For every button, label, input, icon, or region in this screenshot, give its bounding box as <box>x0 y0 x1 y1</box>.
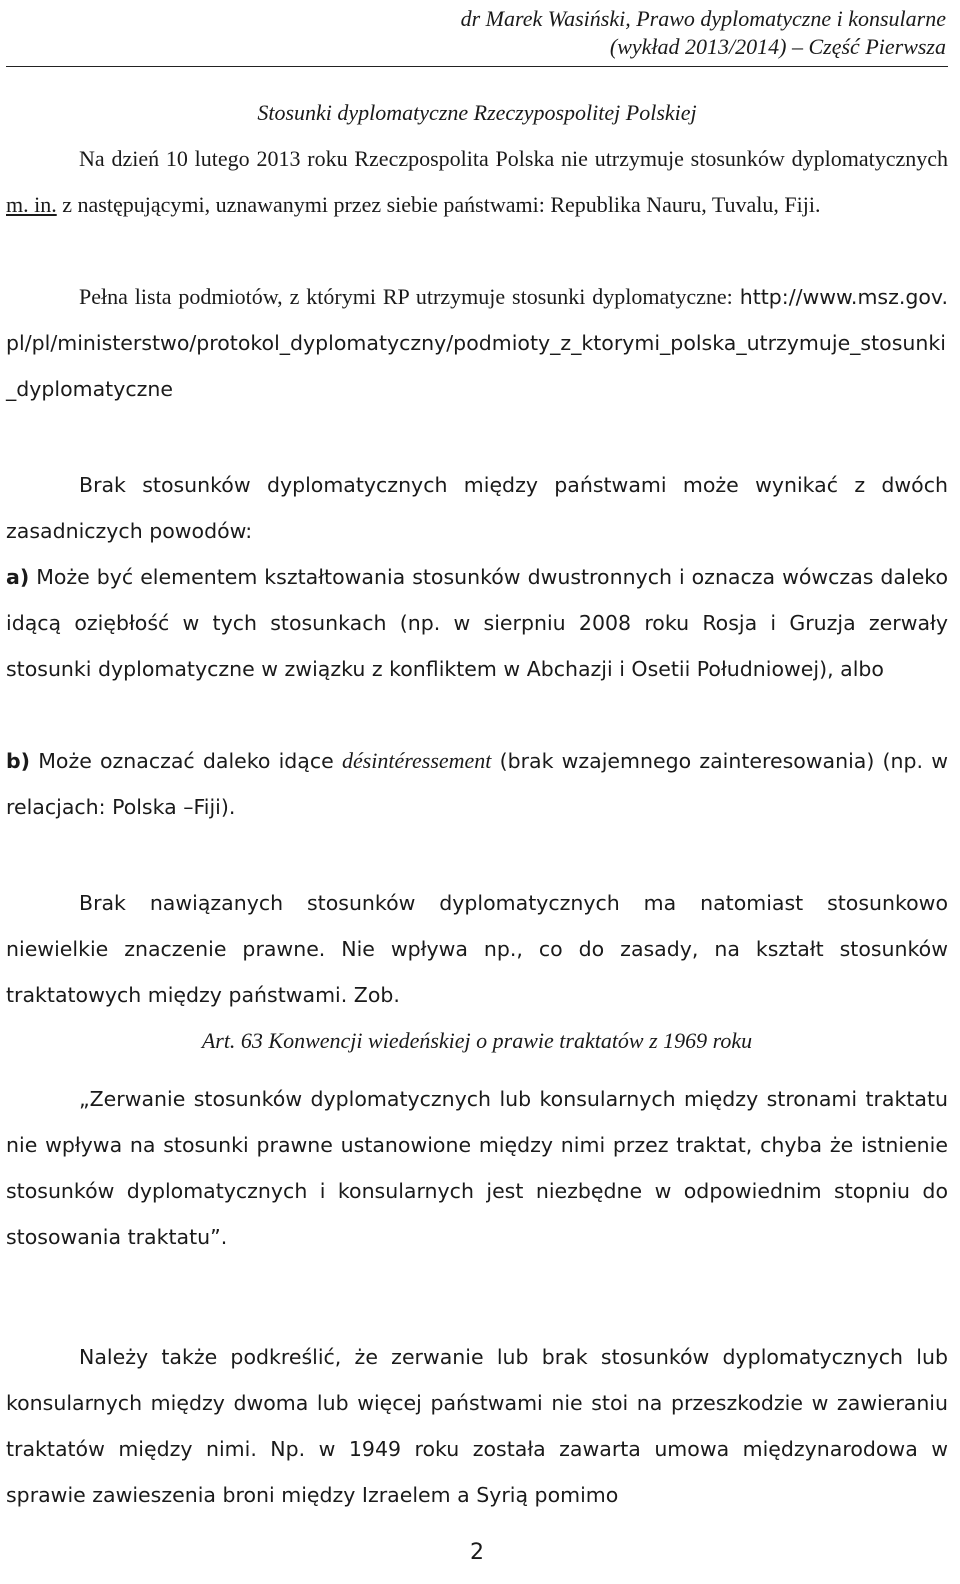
running-header-line2: (wykład 2013/2014) – Część Pierwsza <box>609 34 946 59</box>
list-marker-a: a) <box>6 565 30 589</box>
page-number: 2 <box>470 1540 484 1565</box>
paragraph-intro-text-b: z następującymi, uznawanymi przez siebie państwami: Republika Nauru, Tuvalu, Fiji. <box>56 192 821 217</box>
convention-citation: Art. 63 Konwencji wiedeńskiej o prawie traktatów z 1969 roku <box>201 1028 753 1053</box>
paragraph-full-list <box>6 274 948 412</box>
list-item-a <box>6 554 948 692</box>
quote-article-63-text: „Zerwanie stosunków dyplomatycznych lub konsularnych między stronami traktatu nie wpływa na stosunki prawne ustanowione między nimi przez traktat, chyba że istnienie stosunków dyplomatycznych i konsularnych jest niezbędne w odpowiednim stopniu do stosowania traktatu”. <box>6 1087 948 1249</box>
abbreviation-min: m. in. <box>6 192 57 217</box>
desinteressement-term: désintéressement <box>341 748 492 773</box>
list-item-b-text-b: (brak wzajemnego zainteresowania) (np. w relacjach: Polska –Fiji). <box>6 749 948 819</box>
paragraph-intro <box>6 136 948 228</box>
paragraph-treaties-text: Należy także podkreślić, że zerwanie lub brak stosunków dyplomatycznych lub konsularnych między dwoma lub więcej państwami nie stoi na przeszkodzie w zawieraniu traktatów między nimi. Np. w 1949 roku została zawarta umowa międzynarodowa w sprawie zawieszenia broni między Izraelem a Syrią pomimo <box>6 1345 948 1507</box>
msz-link[interactable]: http://www.msz.gov.pl/pl/ministerstwo/protokol_dyplomatyczny/podmioty_z_ktorymi_polska_utrzymuje_stosunki_dyplomatyczne <box>6 285 948 401</box>
running-header-line1: dr Marek Wasiński, Prawo dyplomatyczne i konsularne <box>460 6 946 31</box>
list-marker-b: b) <box>6 749 31 773</box>
paragraph-reasons-text: Brak stosunków dyplomatycznych między państwami może wynikać z dwóch zasadniczych powodów: <box>6 473 948 543</box>
paragraph-intro-text-a: Na dzień 10 lutego 2013 roku Rzeczpospolita Polska nie utrzymuje stosunków dyplomatycznych <box>79 146 948 171</box>
paragraph-reasons <box>6 462 948 554</box>
document-page <box>6 0 948 1584</box>
section-title: Stosunki dyplomatyczne Rzeczypospolitej Polskiej <box>257 100 697 125</box>
list-item-b <box>6 738 948 830</box>
quote-article-63 <box>6 1076 948 1260</box>
header-divider <box>6 66 948 67</box>
list-item-a-text: Może być elementem kształtowania stosunków dwustronnych i oznacza wówczas daleko idącą oziębłość w tych stosunkach (np. w sierpniu 2008 roku Rosja i Gruzja zerwały stosunki dyplomatyczne w związku z konfliktem w Abchazji i Osetii Południowej), albo <box>6 565 948 681</box>
paragraph-significance <box>6 880 948 1018</box>
paragraph-full-list-text: Pełna lista podmiotów, z którymi RP utrzymuje stosunki dyplomatyczne: <box>79 284 740 309</box>
paragraph-significance-text: Brak nawiązanych stosunków dyplomatycznych ma natomiast stosunkowo niewielkie znaczenie prawne. Nie wpływa np., co do zasady, na kształt stosunków traktatowych między państwami. Zob. <box>6 891 948 1007</box>
paragraph-treaties <box>6 1334 948 1518</box>
list-item-b-text-a: Może oznaczać daleko idące <box>30 749 342 773</box>
